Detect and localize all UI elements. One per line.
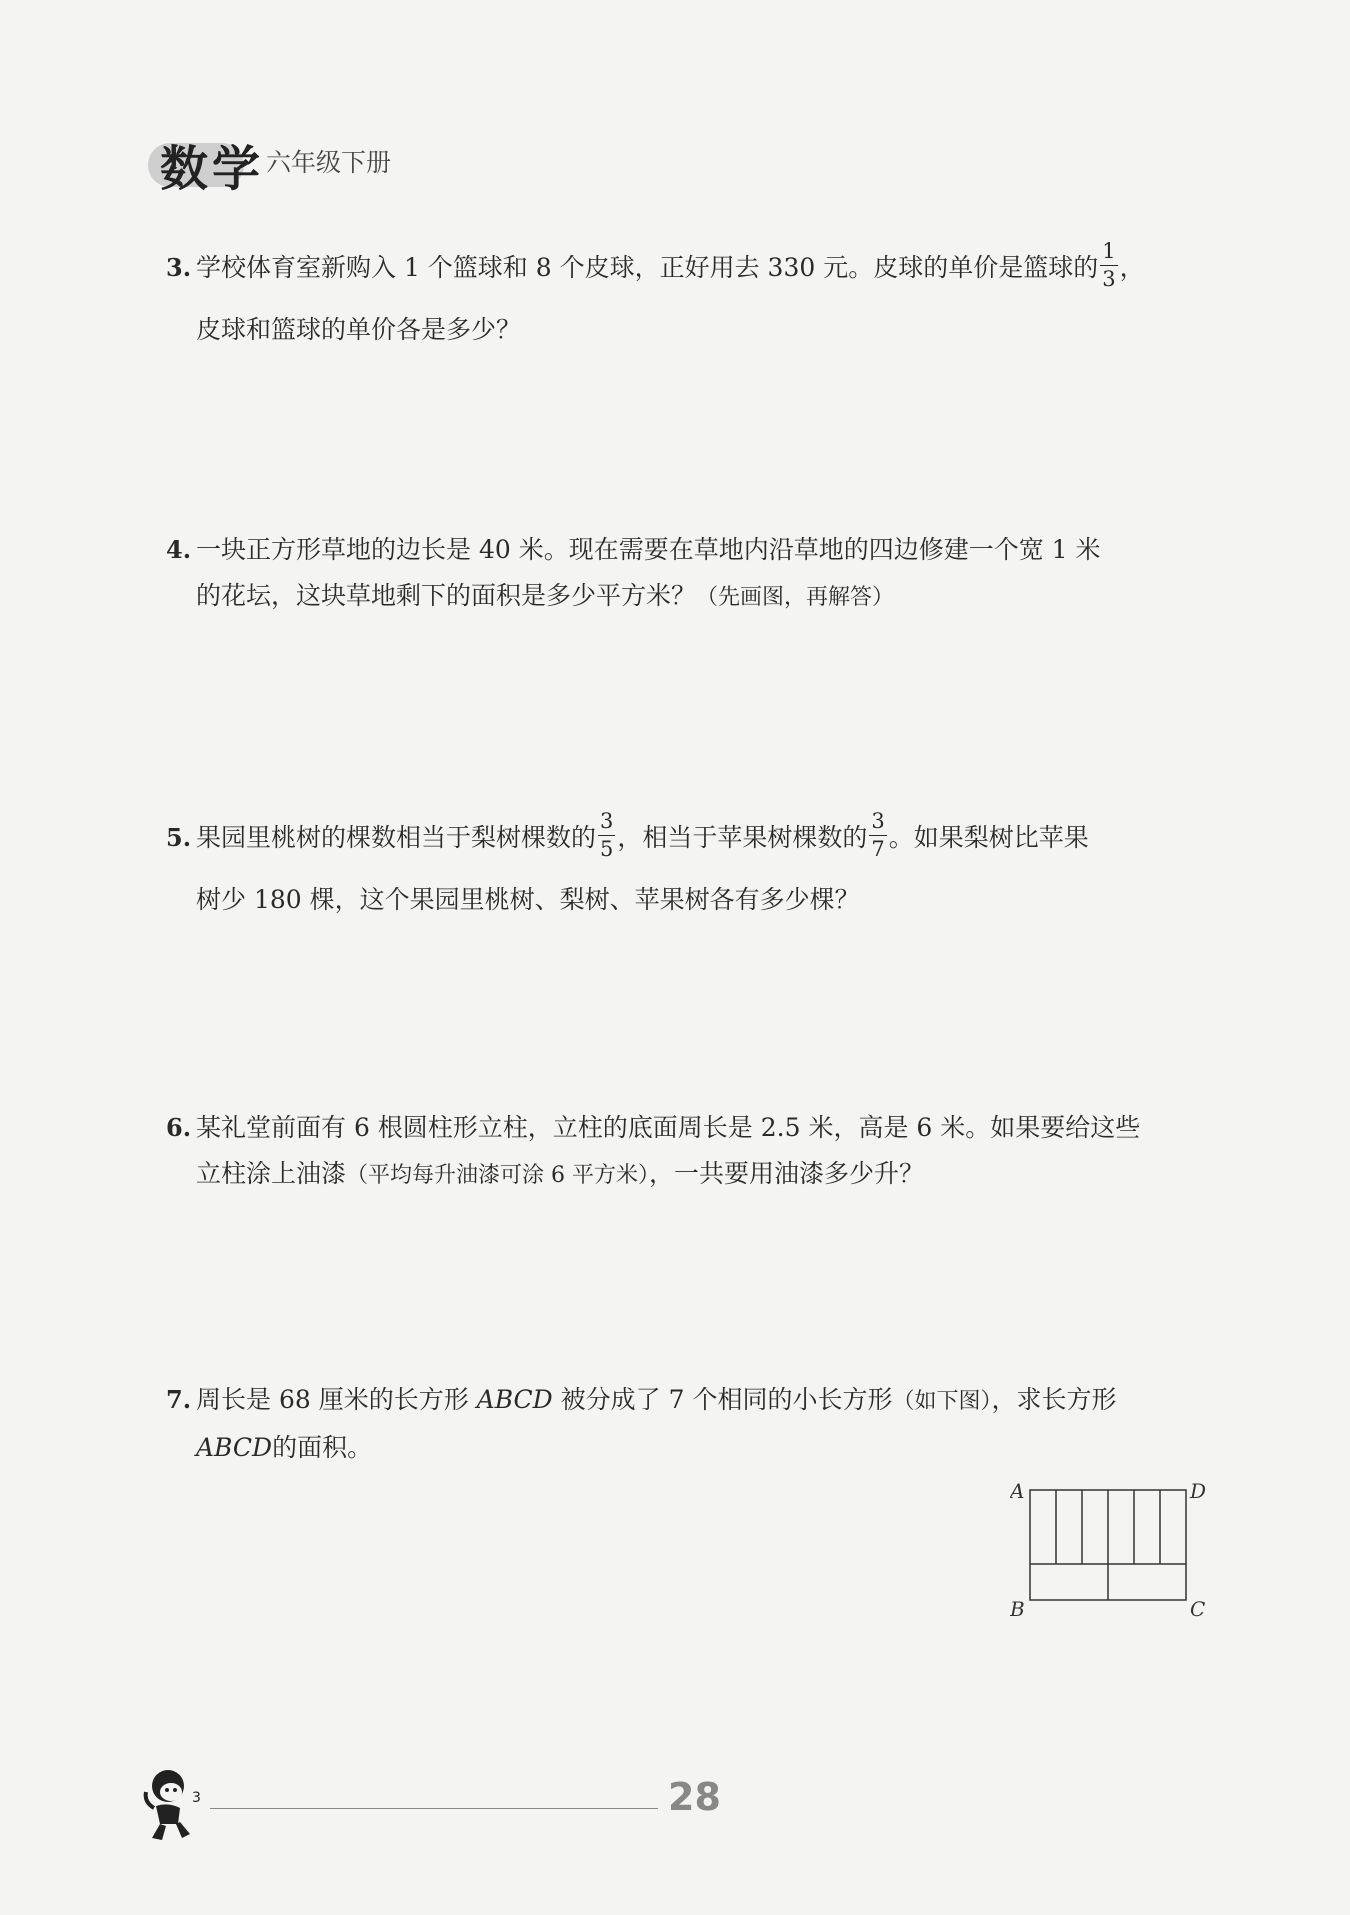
page-header [148, 125, 568, 195]
problem-line [196, 300, 1216, 360]
problem-number: 3. [166, 253, 192, 282]
fraction-numerator: 3 [598, 811, 615, 836]
label-c: C [1190, 1597, 1206, 1620]
problem-note: （先画图，再解答） [696, 585, 895, 610]
problem-text: 被分成了 7 个相同的小长方形 [552, 1385, 893, 1414]
problem-text: ， [1119, 253, 1145, 282]
label-d: D [1190, 1480, 1207, 1503]
problem-line [196, 808, 1216, 868]
problem-text: 的花坛，这块草地剩下的面积是多少平方米？ [196, 581, 697, 610]
problem-number: 6. [166, 1113, 192, 1142]
subject-title: 数学 [160, 141, 265, 197]
problem-text: 皮球和篮球的单价各是多少？ [196, 315, 522, 344]
fraction [869, 811, 886, 860]
problem-line [196, 870, 1216, 930]
problem-text: 某礼堂前面有 6 根圆柱形立柱，立柱的底面周长是 2.5 米，高是 6 米。如果要给这些 [196, 1113, 1141, 1142]
problem-note: （如下图） [892, 1389, 992, 1414]
problem-text: 立柱涂上油漆 [196, 1159, 347, 1188]
problem-text: 周长是 68 厘米的长方形 [196, 1385, 477, 1414]
label-b: B [1010, 1597, 1025, 1620]
problem-text: ，相当于苹果树棵数的 [617, 823, 868, 852]
fraction-numerator: 1 [1100, 241, 1117, 266]
grade-label: 六年级下册 [266, 148, 392, 177]
problem-text: 的面积。 [272, 1433, 373, 1462]
fraction-numerator: 3 [869, 811, 886, 836]
problem-6 [166, 1098, 1216, 1206]
page-number: 28 [668, 1775, 721, 1819]
problem-number: 4. [166, 535, 192, 564]
problem-3 [166, 238, 1216, 360]
problem-text: ，一共要用油漆多少升？ [649, 1159, 925, 1188]
problem-text: 果园里桃树的棵数相当于梨树棵数的 [196, 823, 597, 852]
fraction-denominator: 7 [871, 837, 885, 861]
problem-7 [166, 1370, 1216, 1478]
problem-line [196, 238, 1216, 298]
problem-text: 树少 180 棵，这个果园里桃树、梨树、苹果树各有多少棵？ [196, 885, 860, 914]
problem-note: （平均每升油漆可涂 6 平方米） [346, 1163, 649, 1188]
problem-number: 7. [166, 1385, 192, 1414]
fraction [598, 811, 615, 860]
variable: ABCD [476, 1385, 553, 1414]
fraction [1100, 241, 1117, 290]
footer-rule [210, 1808, 658, 1809]
problem-text: 。如果梨树比苹果 [888, 823, 1089, 852]
mascot-icon [138, 1762, 206, 1844]
label-a: A [1010, 1480, 1025, 1503]
rectangle-abcd-diagram [1010, 1480, 1230, 1620]
problem-4 [166, 520, 1216, 628]
problem-text: 学校体育室新购入 1 个篮球和 8 个皮球，正好用去 330 元。皮球的单价是篮球的 [196, 253, 1099, 282]
variable: ABCD [196, 1433, 273, 1462]
problem-number: 5. [166, 823, 192, 852]
problem-5 [166, 808, 1216, 930]
fraction-denominator: 3 [1102, 267, 1116, 291]
svg-text:3: 3 [192, 1790, 201, 1806]
problem-text: 一块正方形草地的边长是 40 米。现在需要在草地内沿草地的四边修建一个宽 1 米 [196, 535, 1101, 564]
fraction-denominator: 5 [600, 837, 614, 861]
problem-text: ，求长方形 [991, 1385, 1117, 1414]
